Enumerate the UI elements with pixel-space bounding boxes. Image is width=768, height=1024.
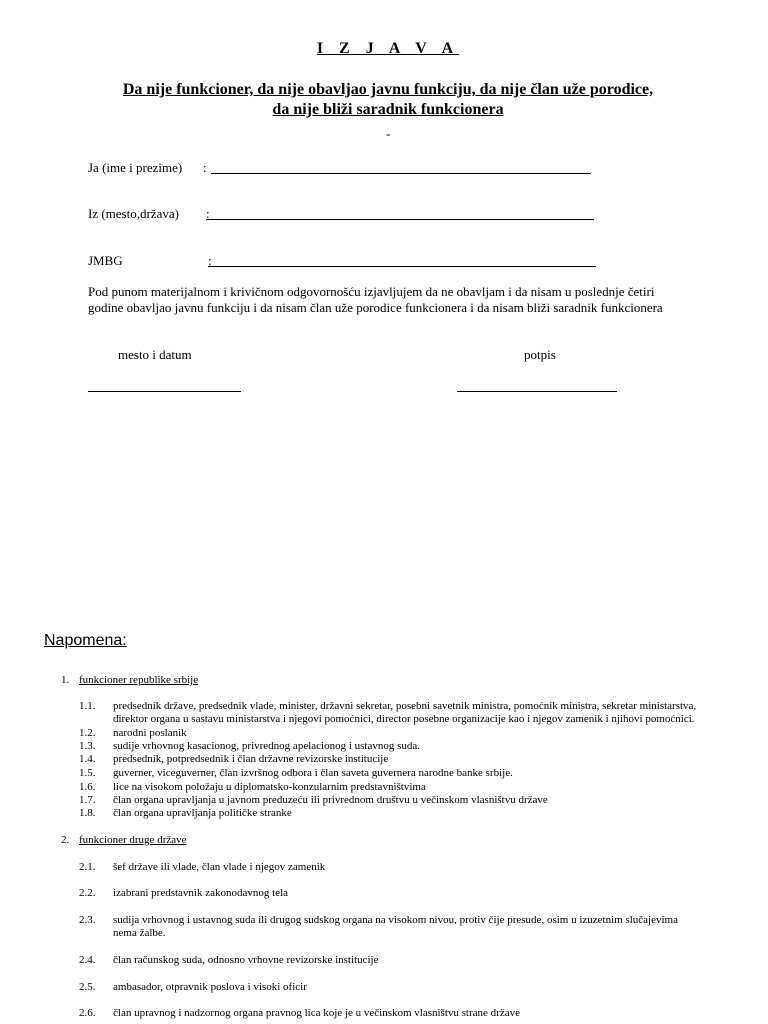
statement-line: Pod punom materijalnom i krivičnom odgovornošću izjavljujem da ne obavljam i da nisam u poslednje četiri [88,284,655,299]
list-item-number: 2.2. [79,887,96,899]
list-item-text: član računskog suda, odnosno vrhovne revizorske institucije [113,954,379,966]
list-item-number: 2.3. [79,914,96,926]
statement-line: godine obavljao javnu funkciju i da nisam član uže porodice funkcionera i da nisam bliži saradnik funkcionera [88,300,663,315]
jmbg-label: JMBG [88,253,123,268]
signature-label: potpis [524,347,556,362]
list-item-text: nema žalbe. [113,927,166,939]
jmbg-field[interactable] [208,266,596,267]
separator-dash: - [386,126,391,141]
document-title: I Z J A V A [316,40,460,57]
list-item-text: sudije vrhovnog kasacionog, privrednog apelacionog i ustavnog suda. [113,740,421,752]
place-country-colon: : [206,206,210,221]
subtitle-line: da nije bliži saradnik funkcionera [272,101,504,118]
list-item-number: 1.1. [79,700,96,712]
section-number: 1. [61,674,70,686]
list-item-text: član upravnog i nadzornog organa pravnog lica koje je u večinskom vlasništvu strane države [113,1007,520,1019]
list-item-number: 2.6. [79,1007,96,1019]
list-item-text: član organa upravljanja političke stranke [113,807,292,819]
list-item [113,700,743,726]
document-subtitle [60,80,716,120]
subtitle-line: Da nije funkcioner, da nije obavljao javnu funkciju, da nije član uže porodice, [122,81,654,98]
section-label: funkcioner republike srbije [79,674,199,686]
statement-paragraph [88,284,748,316]
place-country-field[interactable] [206,219,594,220]
list-item-text: guverner, viceguverner, član izvršnog odbora i član saveta guvernera narodne banke srbije. [113,767,513,779]
list-item-number: 1.5. [79,767,96,779]
jmbg-colon: : [208,253,212,268]
list-item-number: 2.4. [79,954,96,966]
section-label: funkcioner druge države [79,834,187,846]
list-item-text: ambasador, otpravnik poslova i visoki oficir [113,981,307,993]
note-heading: Napomena: [44,632,127,649]
list-item-number: 1.4. [79,753,96,765]
list-item-text: narodni poslanik [113,727,187,739]
list-item-number: 1.2. [79,727,96,739]
name-field[interactable] [211,173,591,174]
list-item-text: član organa upravljanja u javnom preduzeću ili privrednom društvu u večinskom vlasništvu države [113,794,548,806]
list-item-text: šef države ili vlade, član vlade i njegov zamenik [113,861,326,873]
list-item [113,914,743,940]
place-country-label: Iz (mesto,država) [88,206,179,221]
signature-line[interactable] [457,391,617,392]
list-item-text: izabrani predstavnik zakonodavnog tela [113,887,289,899]
list-item-number: 2.1. [79,861,96,873]
list-item-number: 1.6. [79,781,96,793]
list-item-number: 2.5. [79,981,96,993]
list-item-text: predsednik, potpredsednik i član državne revizorske institucije [113,753,389,765]
name-label: Ja (ime i prezime) [88,160,183,175]
section-number: 2. [61,834,70,846]
name-colon: : [203,160,207,175]
list-item-text: direktor organa u sastavu ministarstva i njegovi pomoćnici, director posebne organizacije kao i njegov zamenik i njihovi pomoćnici. [113,713,695,725]
list-item-text: predsednik države, predsednik vlade, minister, državni sekretar, posebni savetnik ministra, pomoćnik ministra, sekretar ministarstva, [113,700,697,712]
list-item-number: 1.3. [79,740,96,752]
place-date-line[interactable] [88,391,241,392]
list-item-number: 1.7. [79,794,96,806]
list-item-number: 1.8. [79,807,96,819]
place-date-label: mesto i datum [118,347,192,362]
list-item-text: lice na visokom položaju u diplomatsko-konzularnim predstavništvima [113,781,426,793]
list-item-text: sudija vrhovnog i ustavnog suda ili drugog sudskog organa na visokom nivou, protiv čije presude, osim u izuzetnim slučajevima [113,914,678,926]
